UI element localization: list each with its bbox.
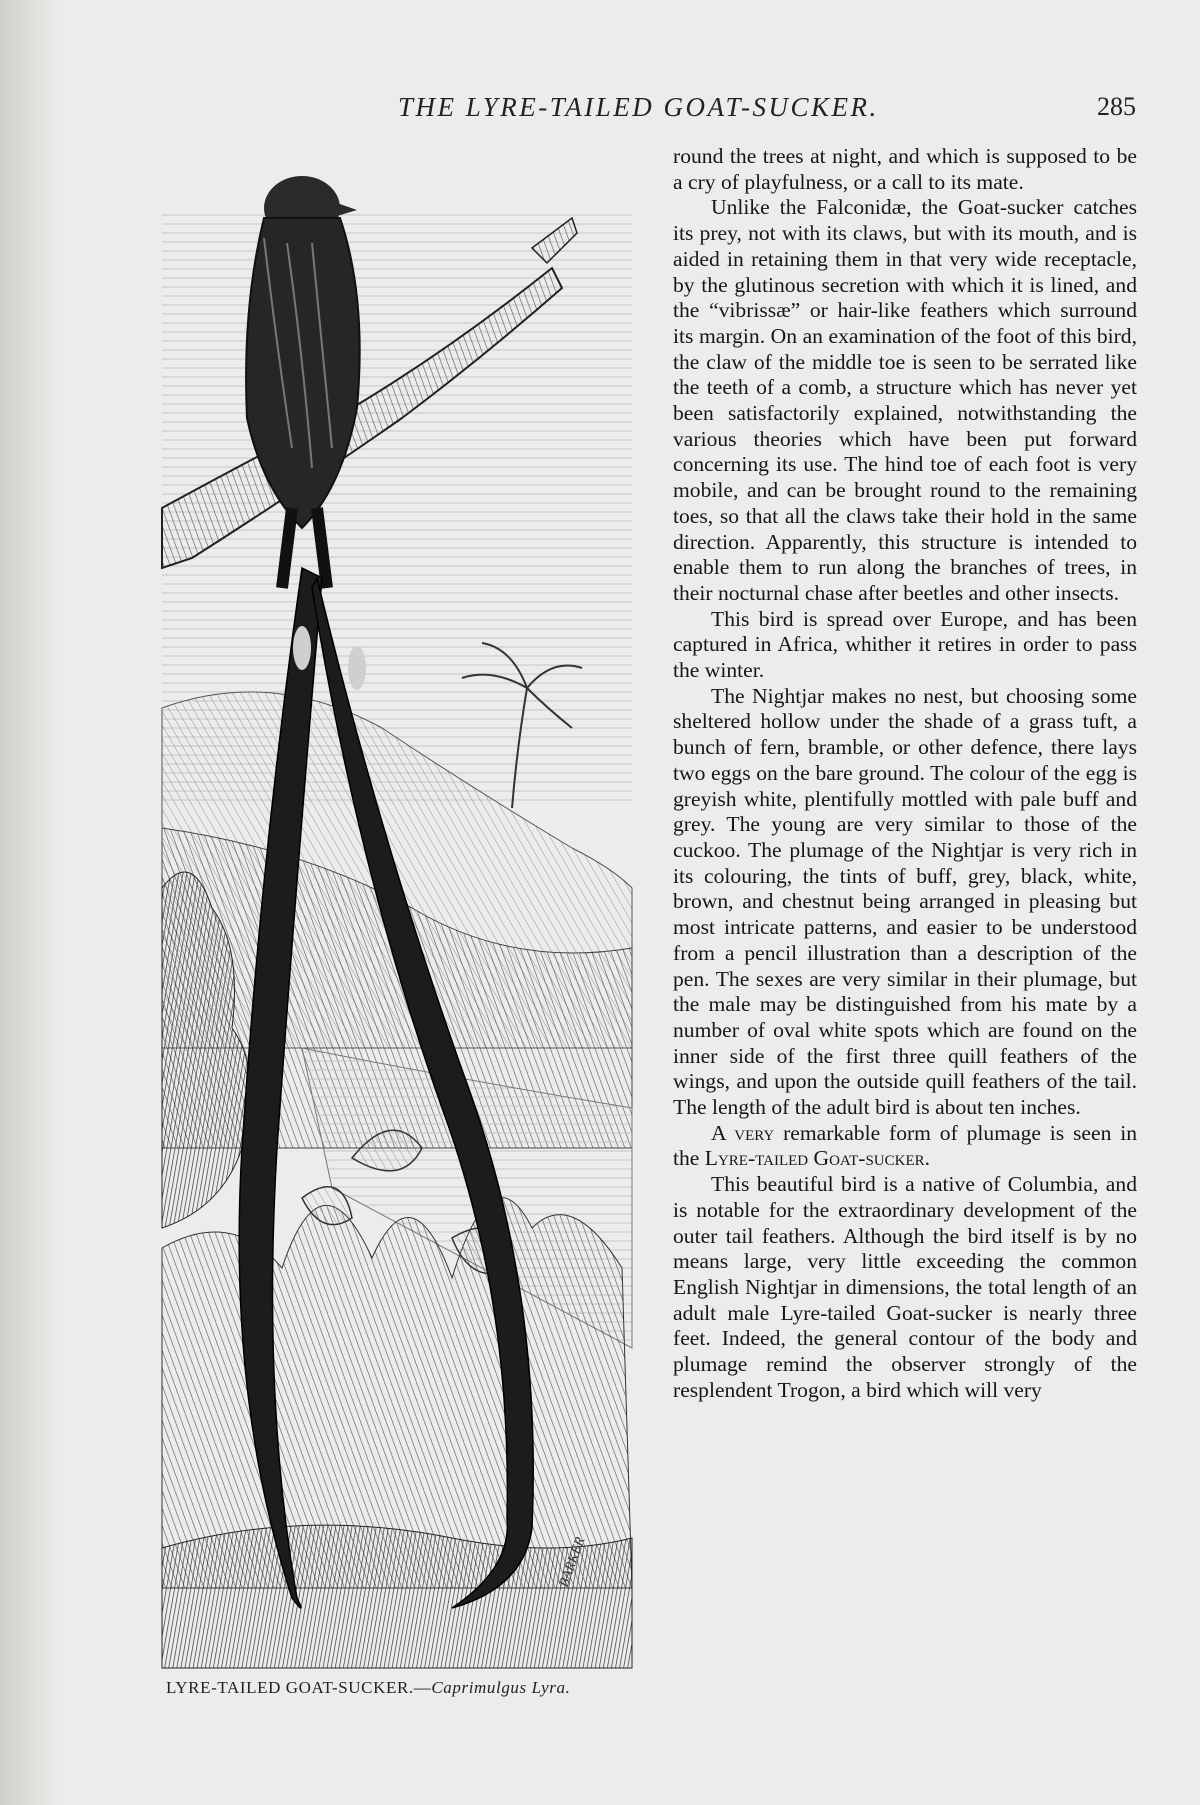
engraving-svg: [152, 148, 640, 1678]
figure-caption: [166, 1678, 636, 1698]
paragraph-columbia: This beautiful bird is a native of Columbia, and is notable for the extraordinary development of the outer tail feathers. Although the bird itself is by no means large, very little exceeding the common English Nightjar in dimensions, the total length of an adult male Lyre-tailed Goat-sucker is nearly three feet. Indeed, the general contour of the body and plumage remind the observer strongly of the resplendent Trogon, a bird which will very: [673, 1172, 1137, 1402]
caption-latin-name: Caprimulgus Lyra.: [431, 1678, 571, 1697]
p5-lead: A: [711, 1120, 735, 1145]
p5-smallcaps-very: very: [734, 1120, 775, 1145]
paragraph-continuation: round the trees at night, and which is supposed to be a cry of playfulness, or a call to its mate.: [673, 144, 1137, 194]
running-title: THE LYRE-TAILED GOAT-SUCKER.: [398, 92, 879, 122]
page-gutter-shadow: [0, 0, 60, 1805]
body-text-column: [673, 144, 1137, 1403]
page-number: 285: [1097, 92, 1136, 121]
p5-smallcaps-species: Lyre-tailed Goat-sucker: [704, 1146, 925, 1171]
paragraph-distribution: This bird is spread over Europe, and has been captured in Africa, whither it retires in order to pass the winter.: [673, 606, 1137, 683]
paragraph-nesting: The Nightjar makes no nest, but choosing some sheltered hollow under the shade of a grass tuft, a bunch of fern, bramble, or other defence, there lays two eggs on the bare ground. The colour of the egg is greyish white, plentifully mottled with pale buff and grey. The young are very similar to those of the cuckoo. The plumage of the Nightjar is very rich in its colouring, the tints of buff, grey, black, white, brown, and chestnut being arranged in pleasing but most intricate patterns, and easier to be understood from a pencil illustration than a description of the pen. The sexes are very similar in their plumage, but the male may be distinguished from his mate by a number of oval white spots which are found on the inner side of the first three quill feathers of the wings, and upon the outside quill feathers of the tail. The length of the adult bird is about ten inches.: [673, 683, 1137, 1120]
paragraph-falconidae: Unlike the Falconidæ, the Goat-sucker catches its prey, not with its claws, but with its mouth, and is aided in retaining them in that very wide receptacle, by the glutinous secretion with which it is lined, and the “vibrissæ” or hair-like feathers which surround its margin. On an examination of the foot of this bird, the claw of the middle toe is seen to be serrated like the teeth of a comb, a structure which has never yet been satisfactorily explained, notwithstanding the various theories which have been put forward concerning its use. The hind toe of each foot is very mobile, and can be brought round to the remaining toes, so that all the claws take their hold in the same direction. Apparently, this structure is intended to enable them to run along the branches of trees, in their nocturnal chase after beetles and other insects.: [673, 195, 1137, 605]
engraving-illustration: [152, 148, 640, 1678]
caption-main: LYRE-TAILED GOAT-SUCKER.—: [166, 1678, 432, 1697]
page-header: [0, 92, 1200, 132]
p5-end: .: [924, 1146, 931, 1171]
engraver-signature: BARKER: [556, 1535, 589, 1590]
p5-mid: remarkable form of plumage is seen in the: [673, 1120, 1137, 1171]
paragraph-lyre-tailed-intro: [673, 1121, 1137, 1172]
